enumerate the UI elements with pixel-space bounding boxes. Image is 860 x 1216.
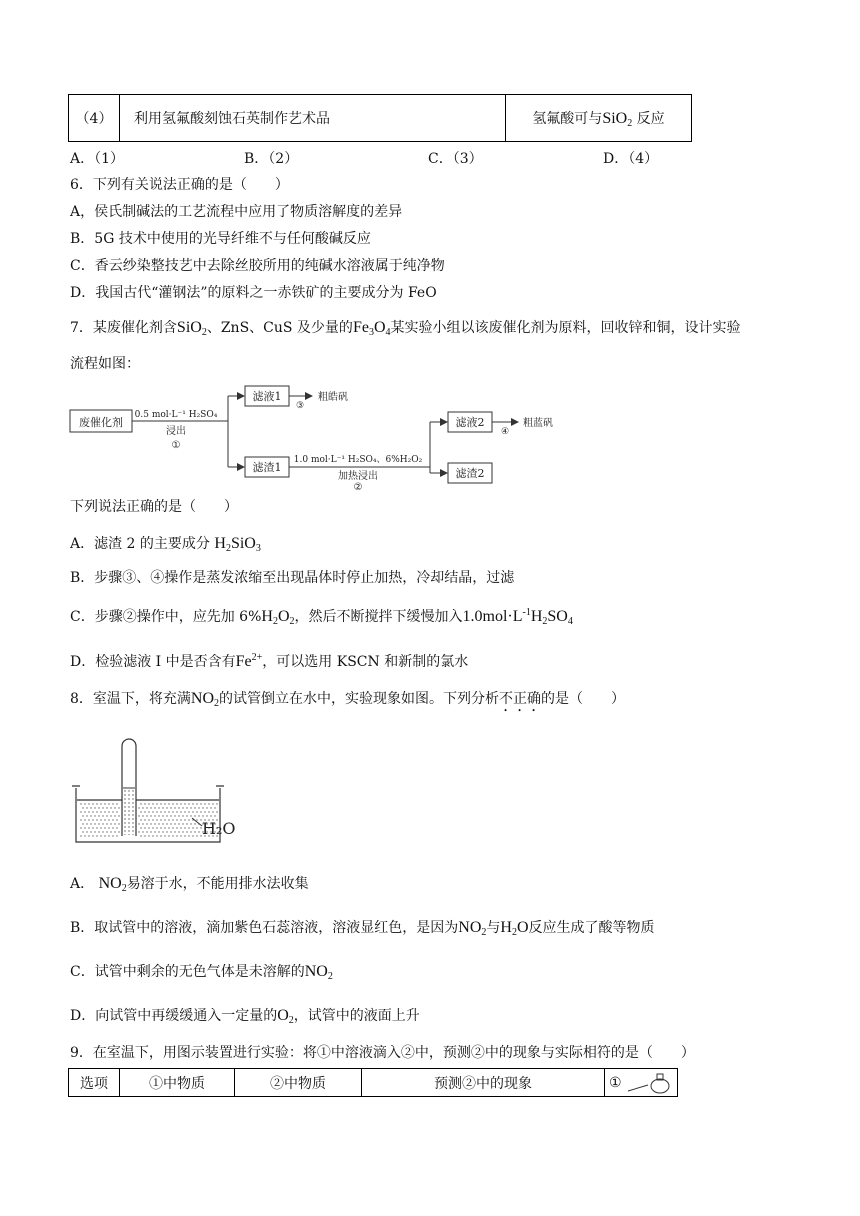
water-stipple-dot [152,819,153,820]
water-stipple-dot [140,819,141,820]
water-stipple-dot [210,807,211,808]
water-stipple-dot [174,815,175,816]
water-stipple-dot [100,835,101,836]
water-stipple-dot [100,819,101,820]
water-stipple-dot [102,815,103,816]
water-stipple-dot [116,835,117,836]
water-stipple-dot [200,803,201,804]
water-stipple-dot [92,819,93,820]
flow-filtrate1: 滤液1 [252,390,282,403]
water-stipple-dot [202,815,203,816]
water-stipple-dot [192,835,193,836]
water-stipple-dot [90,815,91,816]
water-stipple-dot [98,807,99,808]
q5-row-reason: 氢氟酸可与SiO$_2$ 反应 [506,95,692,142]
q7-option-c[interactable]: C．步骤②操作中，应先加 $6\%H_2O_2$，然后不断搅拌下缓慢加入$1.0mol\cdot L^{-1}H_2SO_4$ [70,607,573,627]
water-stipple-dot [154,815,155,816]
water-stipple-dot [142,807,143,808]
water-stipple-dot [108,811,109,812]
water-stipple-dot [156,835,157,836]
water-stipple-dot [138,823,139,824]
water-stipple-dot [88,835,89,836]
water-stipple-dot [84,819,85,820]
water-stipple-dot [208,803,209,804]
water-stipple-dot [92,827,93,828]
q9-header-option: 选项 [69,1069,120,1097]
water-stipple-dot [110,815,111,816]
water-stipple-dot [158,815,159,816]
water-stipple-dot [116,803,117,804]
water-stipple-dot [150,807,151,808]
water-stipple-dot [152,811,153,812]
water-stipple-dot [102,807,103,808]
water-stipple-dot [160,835,161,836]
water-stipple-dot [162,815,163,816]
water-stipple-dot [118,807,119,808]
water-stipple-dot [156,827,157,828]
water-stipple-dot [150,831,151,832]
water-stipple-dot [112,827,113,828]
flow-step4-num: ④ [500,427,510,437]
q7-flow-chart [68,372,568,490]
water-stipple-dot [104,827,105,828]
q8-option-b[interactable]: B．取试管中的溶液，滴加紫色石蕊溶液，溶液显红色，是因为$NO_2$与$H_2O$反应生成了酸等物质 [70,919,655,938]
flow-step3-num: ③ [295,401,305,411]
water-stipple-dot [196,827,197,828]
water-stipple-dot [186,807,187,808]
water-stipple-dot [192,811,193,812]
water-stipple-dot [146,831,147,832]
water-stipple-dot [98,823,99,824]
water-stipple-dot [192,803,193,804]
water-stipple-dot [112,835,113,836]
water-stipple-dot [86,815,87,816]
water-stipple-dot [198,807,199,808]
water-stipple-dot [108,819,109,820]
water-stipple-dot [180,835,181,836]
water-stipple-dot [108,803,109,804]
q8-option-d[interactable]: D．向试管中再缓缓通入一定量的$O_2$，试管中的液面上升 [70,1007,420,1026]
water-stipple-dot [152,835,153,836]
water-stipple-dot [198,815,199,816]
water-stipple-dot [178,807,179,808]
water-stipple-dot [176,827,177,828]
water-stipple-dot [96,803,97,804]
q5-option-d[interactable]: D．（4） [603,151,659,167]
water-stipple-dot [98,815,99,816]
q5-row-number: （4） [69,95,120,142]
water-stipple-dot [206,815,207,816]
water-stipple-dot [174,823,175,824]
water-stipple-dot [212,811,213,812]
water-stipple-dot [152,803,153,804]
water-stipple-dot [180,819,181,820]
water-stipple-dot [140,803,141,804]
water-stipple-dot [176,819,177,820]
water-stipple-dot [182,807,183,808]
water-stipple-dot [166,831,167,832]
q5-table [68,94,692,142]
water-stipple-dot [96,811,97,812]
water-stipple-dot [168,827,169,828]
water-stipple-dot [144,811,145,812]
water-stipple-dot [168,835,169,836]
water-stipple-dot [166,807,167,808]
q5-option-b[interactable]: B．（2） [244,151,299,167]
water-stipple-dot [190,831,191,832]
water-stipple-dot [150,815,151,816]
water-stipple-dot [80,811,81,812]
water-stipple-dot [172,835,173,836]
water-stipple-dot [178,815,179,816]
water-stipple-dot [90,807,91,808]
q8-stem: 8．室温下，将充满$NO_2$的试管倒立在水中，实验现象如图。下列分析不正确的是（ ） [70,690,626,709]
water-stipple-dot [170,815,171,816]
water-stipple-dot [88,811,89,812]
water-stipple-dot [182,823,183,824]
water-stipple-dot [88,803,89,804]
q9-header-substance1: ①中物质 [120,1069,235,1097]
water-stipple-dot [106,823,107,824]
flow-product1: 粗皓矾 [318,392,348,403]
q9-apparatus-cell [605,1069,678,1097]
water-stipple-dot [166,823,167,824]
water-stipple-dot [178,831,179,832]
flow-step2-reagent: 1.0 mol·L⁻¹ H₂SO₄、6%H₂O₂ [293,455,423,465]
water-stipple-dot [158,807,159,808]
water-stipple-dot [186,823,187,824]
water-stipple-dot [102,831,103,832]
water-stipple-dot [176,811,177,812]
water-stipple-dot [156,819,157,820]
water-stipple-dot [172,819,173,820]
water-stipple-dot [194,823,195,824]
water-stipple-dot [80,803,81,804]
water-stipple-dot [112,803,113,804]
water-stipple-dot [146,815,147,816]
water-stipple-dot [110,807,111,808]
water-stipple-dot [170,807,171,808]
water-stipple-dot [210,815,211,816]
q8-emphasis: 不正确 [499,691,542,707]
q5-row-activity: 利用氢氟酸刻蚀石英制作艺术品 [120,95,506,142]
water-stipple-dot [180,811,181,812]
water-stipple-dot [188,827,189,828]
water-stipple-dot [110,823,111,824]
water-stipple-dot [104,811,105,812]
q5-option-c[interactable]: C．（3） [428,151,483,167]
water-stipple-dot [144,835,145,836]
water-stipple-dot [138,815,139,816]
water-stipple-dot [100,803,101,804]
water-stipple-dot [108,835,109,836]
water-stipple-dot [188,811,189,812]
water-stipple-dot [148,803,149,804]
water-stipple-dot [142,815,143,816]
water-stipple-dot [184,803,185,804]
water-stipple-dot [216,811,217,812]
water-stipple-dot [186,815,187,816]
q8-option-a[interactable]: A． $NO_2$易溶于水，不能用排水法收集 [70,875,309,894]
water-stipple-dot [114,823,115,824]
water-stipple-dot [102,823,103,824]
water-stipple-dot [80,835,81,836]
q6-option-c[interactable]: C．香云纱染整技艺中去除丝胶所用的纯碱水溶液属于纯净物 [70,258,445,274]
water-stipple-dot [162,831,163,832]
water-stipple-dot [86,831,87,832]
q9-stem: 9．在室温下，用图示装置进行实验：将①中溶液滴入②中，预测②中的现象与实际相符的是（ ） [70,1045,695,1061]
flow-step1-reagent: 0.5 mol·L⁻¹ H₂SO₄ [134,410,218,420]
flow-residue2: 滤渣2 [455,467,485,480]
water-stipple-dot [184,819,185,820]
dropper-funnel-icon [626,1071,676,1095]
water-stipple-dot [166,815,167,816]
water-stipple-dot [142,823,143,824]
water-stipple-dot [144,827,145,828]
q5-option-a[interactable]: A．（1） [70,151,125,167]
water-stipple-dot [90,823,91,824]
water-stipple-dot [82,831,83,832]
water-stipple-dot [194,831,195,832]
water-stipple-dot [180,827,181,828]
water-stipple-dot [170,823,171,824]
water-stipple-dot [174,807,175,808]
water-stipple-dot [116,827,117,828]
water-stipple-dot [180,803,181,804]
water-stipple-dot [160,803,161,804]
water-stipple-dot [148,835,149,836]
water-stipple-dot [106,831,107,832]
water-stipple-dot [152,827,153,828]
water-stipple-dot [96,827,97,828]
water-stipple-dot [138,807,139,808]
water-stipple-dot [90,831,91,832]
flow-step1-label: 浸出 [166,426,186,437]
flow-filtrate2: 滤液2 [455,416,485,429]
water-stipple-dot [148,827,149,828]
flow-residue1: 滤渣1 [252,461,282,474]
water-stipple-dot [92,803,93,804]
water-stipple-dot [92,811,93,812]
water-stipple-dot [198,831,199,832]
water-stipple-dot [82,807,83,808]
water-stipple-dot [214,807,215,808]
water-stipple-dot [164,835,165,836]
water-stipple-dot [84,811,85,812]
water-stipple-dot [142,831,143,832]
water-stipple-dot [160,819,161,820]
water-stipple-dot [84,803,85,804]
water-stipple-dot [196,835,197,836]
water-stipple-dot [174,831,175,832]
water-stipple-dot [190,807,191,808]
water-stipple-dot [214,815,215,816]
water-stipple-dot [164,819,165,820]
water-stipple-dot [184,827,185,828]
water-stipple-dot [194,807,195,808]
water-stipple-dot [178,823,179,824]
water-stipple-dot [196,819,197,820]
water-stipple-dot [104,835,105,836]
water-stipple-dot [94,831,95,832]
water-stipple-dot [200,811,201,812]
water-stipple-dot [154,807,155,808]
water-stipple-dot [88,827,89,828]
water-stipple-dot [164,811,165,812]
water-stipple-dot [196,811,197,812]
water-stipple-dot [140,827,141,828]
flow-step2-label: 加热浸出 [338,471,378,482]
flow-step2-num: ② [353,482,363,490]
water-stipple-dot [104,803,105,804]
water-stipple-dot [138,831,139,832]
water-stipple-dot [188,835,189,836]
water-stipple-dot [192,827,193,828]
water-stipple-dot [172,827,173,828]
water-stipple-dot [184,811,185,812]
q9-table [68,1068,678,1097]
water-stipple-dot [146,807,147,808]
water-stipple-dot [110,831,111,832]
water-stipple-dot [112,811,113,812]
water-stipple-dot [160,811,161,812]
q9-apparatus-label: ① [609,1074,622,1091]
water-stipple-dot [118,831,119,832]
flow-start: 废催化剂 [79,416,123,429]
water-stipple-dot [164,827,165,828]
water-stipple-dot [212,803,213,804]
water-stipple-dot [158,823,159,824]
water-stipple-dot [216,803,217,804]
water-stipple-dot [80,827,81,828]
water-stipple-dot [176,835,177,836]
water-stipple-dot [146,823,147,824]
water-stipple-dot [158,831,159,832]
flow-step1-num: ① [171,440,181,451]
water-stipple-dot [118,815,119,816]
q7-question: 下列说法正确的是（ ） [70,499,238,515]
water-stipple-dot [162,823,163,824]
water-stipple-dot [96,835,97,836]
water-stipple-dot [114,815,115,816]
water-stipple-dot [86,807,87,808]
water-stipple-dot [168,819,169,820]
water-stipple-dot [172,811,173,812]
water-stipple-dot [186,831,187,832]
q7-option-a[interactable]: A．滤渣 2 的主要成分 $H_2SiO_3$ [70,535,261,554]
water-stipple-dot [188,803,189,804]
q6-stem: 6．下列有关说法正确的是（ ） [70,177,289,193]
water-stipple-dot [106,807,107,808]
water-stipple-dot [116,811,117,812]
q7-option-b[interactable]: B．步骤③、④操作是蒸发浓缩至出现晶体时停止加热，冷却结晶，过滤 [70,570,515,586]
q8-option-c[interactable]: C．试管中剩余的无色气体是未溶解的$NO_2$ [70,963,333,982]
water-stipple-dot [144,819,145,820]
q6-option-d[interactable]: D．我国古代“灌钢法”的原料之一赤铁矿的主要成分为 FeO [70,285,437,301]
water-stipple-dot [144,803,145,804]
q9-header-prediction: 预测②中的现象 [362,1069,605,1097]
water-stipple-dot [88,819,89,820]
water-stipple-dot [96,819,97,820]
water-stipple-dot [176,803,177,804]
q8-water-label: H₂O [202,819,236,838]
water-stipple-dot [140,835,141,836]
water-stipple-dot [170,831,171,832]
q7-stem-line2: 流程如图： [70,356,140,372]
water-stipple-dot [182,815,183,816]
water-stipple-dot [80,819,81,820]
water-stipple-dot [168,803,169,804]
water-stipple-dot [164,803,165,804]
water-stipple-dot [84,835,85,836]
water-stipple-dot [116,819,117,820]
water-stipple-dot [92,835,93,836]
water-stipple-dot [188,819,189,820]
water-stipple-dot [168,811,169,812]
water-stipple-dot [182,831,183,832]
water-stipple-dot [86,823,87,824]
q8-figure [72,738,244,846]
water-stipple-dot [98,831,99,832]
q6-option-b[interactable]: B．5G 技术中使用的光导纤维不与任何酸碱反应 [70,231,371,247]
q7-stem: 7．某废催化剂含SiO$_2$、ZnS、CuS 及少量的$Fe_3O_4$某实验小组以该废催化剂为原料，回收锌和铜，设计实验 [70,319,741,338]
water-stipple-dot [118,823,119,824]
water-stipple-dot [94,823,95,824]
water-stipple-dot [148,819,149,820]
water-stipple-dot [154,831,155,832]
q7-option-d[interactable]: D．检验滤液 I 中是否含有$Fe^{2+}$，可以选用 KSCN 和新制的氯水 [70,652,469,670]
q6-option-a[interactable]: A，侯氏制碱法的工艺流程中应用了物质溶解度的差异 [70,204,403,220]
water-stipple-dot [100,811,101,812]
water-stipple-dot [104,819,105,820]
q9-header-substance2: ②中物质 [235,1069,362,1097]
water-stipple-dot [140,811,141,812]
water-stipple-dot [94,815,95,816]
water-stipple-dot [194,815,195,816]
water-stipple-dot [204,811,205,812]
water-stipple-dot [100,827,101,828]
water-stipple-dot [202,807,203,808]
water-stipple-dot [114,831,115,832]
water-stipple-dot [82,815,83,816]
water-stipple-dot [190,815,191,816]
water-stipple-dot [106,815,107,816]
water-stipple-dot [94,807,95,808]
water-stipple-dot [112,819,113,820]
water-stipple-dot [190,823,191,824]
water-stipple-dot [84,827,85,828]
water-stipple-dot [114,807,115,808]
flow-product2: 粗蓝矾 [523,418,553,429]
water-stipple-dot [148,811,149,812]
water-stipple-dot [82,823,83,824]
water-stipple-dot [108,827,109,828]
water-stipple-dot [172,803,173,804]
water-stipple-dot [160,827,161,828]
water-stipple-dot [156,811,157,812]
water-stipple-dot [184,835,185,836]
water-stipple-dot [208,811,209,812]
water-stipple-dot [156,803,157,804]
water-stipple-dot [204,803,205,804]
water-stipple-dot [206,807,207,808]
water-stipple-dot [154,823,155,824]
water-stipple-dot [150,823,151,824]
water-stipple-dot [196,803,197,804]
water-stipple-dot [162,807,163,808]
